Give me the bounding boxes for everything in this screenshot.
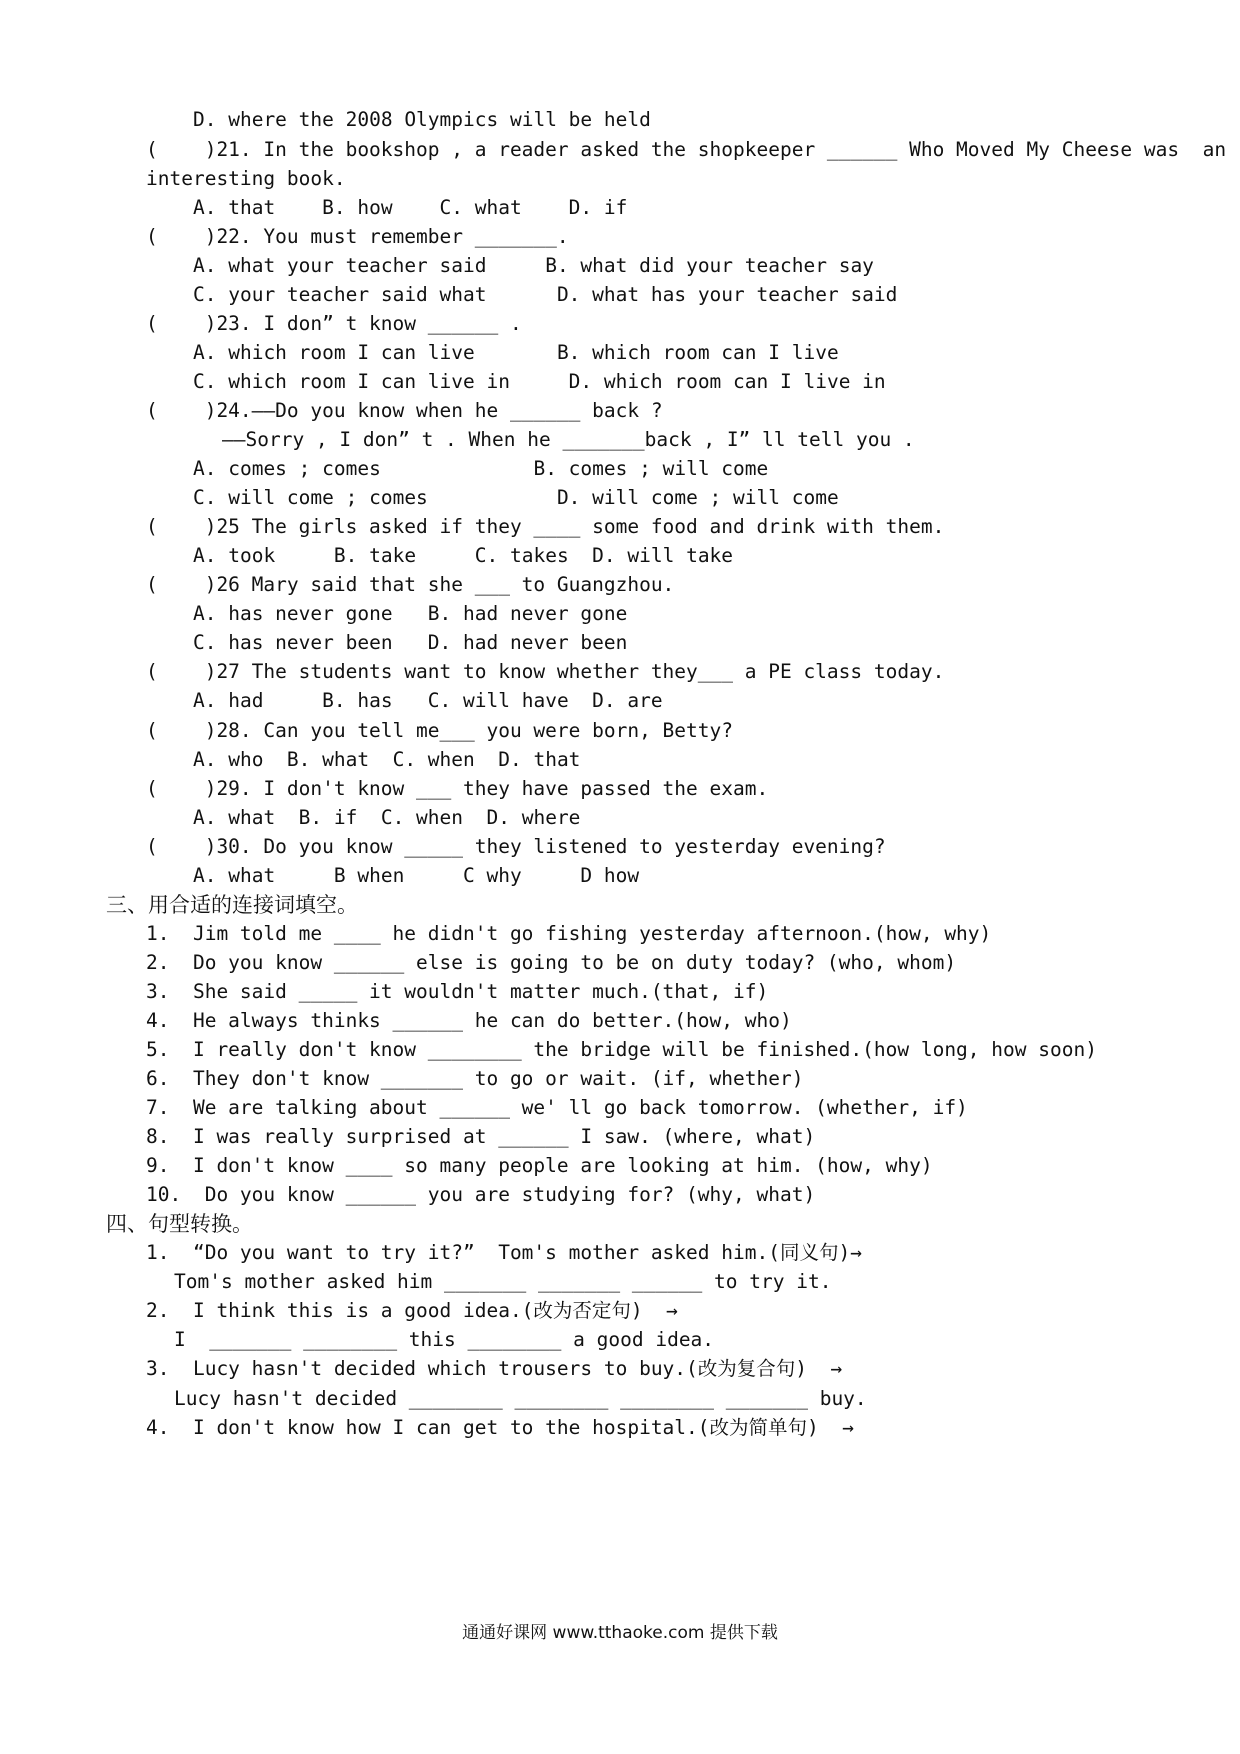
q29-options: A. what B. if C. when D. where bbox=[193, 806, 581, 829]
q27-stem: ( )27 The students want to know whether they___ a PE class today. bbox=[146, 660, 945, 683]
q22-options-cd: C. your teacher said what D. what has your teacher said bbox=[193, 283, 898, 306]
q26-stem: ( )26 Mary said that she ___ to Guangzhou. bbox=[146, 573, 675, 596]
fill-item-1: 1. Jim told me ____ he didn't go fishing yesterday afternoon.(how, why) bbox=[146, 922, 992, 945]
q23-options-ab: A. which room I can live B. which room can I live bbox=[193, 341, 839, 364]
fill-item-10: 10. Do you know ______ you are studying for? (why, what) bbox=[146, 1183, 816, 1206]
transform-item-2-answer: I _______ ________ this ________ a good idea. bbox=[174, 1328, 715, 1351]
transform-item-3-answer: Lucy hasn't decided ________ ________ ________ _______ buy. bbox=[174, 1387, 867, 1410]
q25-options: A. took B. take C. takes D. will take bbox=[193, 544, 734, 567]
fill-item-9: 9. I don't know ____ so many people are looking at him. (how, why) bbox=[146, 1154, 933, 1177]
fill-item-3: 3. She said _____ it wouldn't matter much.(that, if) bbox=[146, 980, 769, 1003]
q28-options: A. who B. what C. when D. that bbox=[193, 748, 581, 771]
transform-item-4: 4. I don't know how I can get to the hospital.(改为简单句) → bbox=[146, 1416, 854, 1439]
q22-stem: ( )22. You must remember _______. bbox=[146, 225, 569, 248]
q26-options-ab: A. has never gone B. had never gone bbox=[193, 602, 628, 625]
fill-item-7: 7. We are talking about ______ we' ll go back tomorrow. (whether, if) bbox=[146, 1096, 968, 1119]
q21-stem-cont: interesting book. bbox=[146, 167, 346, 190]
fill-item-8: 8. I was really surprised at ______ I saw. (where, what) bbox=[146, 1125, 816, 1148]
section-3-heading: 三、用合适的连接词填空。 bbox=[106, 893, 358, 917]
transform-item-2: 2. I think this is a good idea.(改为否定句) → bbox=[146, 1299, 678, 1322]
transform-item-1-answer: Tom's mother asked him _______ _______ ______ to try it. bbox=[174, 1270, 832, 1293]
page-footer: 通通好课网 www.tthaoke.com 提供下载 bbox=[462, 1623, 778, 1643]
q25-stem: ( )25 The girls asked if they ____ some food and drink with them. bbox=[146, 515, 945, 538]
q30-stem: ( )30. Do you know _____ they listened to yesterday evening? bbox=[146, 835, 886, 858]
q21-stem: ( )21. In the bookshop , a reader asked the shopkeeper ______ Who Moved My Cheese was an bbox=[146, 138, 1227, 161]
section-4-heading: 四、句型转换。 bbox=[106, 1212, 253, 1236]
q22-options-ab: A. what your teacher said B. what did your teacher say bbox=[193, 254, 874, 277]
q24-stem: ( )24.——Do you know when he ______ back ? bbox=[146, 399, 663, 422]
fill-item-2: 2. Do you know ______ else is going to be on duty today? (who, whom) bbox=[146, 951, 957, 974]
q24-options-ab: A. comes ; comes B. comes ; will come bbox=[193, 457, 769, 480]
q28-stem: ( )28. Can you tell me___ you were born, Betty? bbox=[146, 719, 733, 742]
fill-item-5: 5. I really don't know ________ the bridge will be finished.(how long, how soon) bbox=[146, 1038, 1097, 1061]
q21-options: A. that B. how C. what D. if bbox=[193, 196, 628, 219]
q27-options: A. had B. has C. will have D. are bbox=[193, 689, 663, 712]
fill-item-6: 6. They don't know _______ to go or wait. (if, whether) bbox=[146, 1067, 804, 1090]
transform-item-3: 3. Lucy hasn't decided which trousers to buy.(改为复合句) → bbox=[146, 1357, 843, 1380]
q29-stem: ( )29. I don't know ___ they have passed the exam. bbox=[146, 777, 769, 800]
q30-options: A. what B when C why D how bbox=[193, 864, 640, 887]
transform-item-1: 1. “Do you want to try it?” Tom's mother asked him.(同义句)→ bbox=[146, 1241, 862, 1264]
q26-options-cd: C. has never been D. had never been bbox=[193, 631, 628, 654]
q24-options-cd: C. will come ; comes D. will come ; will come bbox=[193, 486, 839, 509]
q23-stem: ( )23. I don” t know ______ . bbox=[146, 312, 522, 335]
q20-option-d: D. where the 2008 Olympics will be held bbox=[193, 108, 651, 131]
q23-options-cd: C. which room I can live in D. which room can I live in bbox=[193, 370, 886, 393]
fill-item-4: 4. He always thinks ______ he can do better.(how, who) bbox=[146, 1009, 792, 1032]
q24-dialogue: ——Sorry , I don” t . When he _______back , I” ll tell you . bbox=[222, 428, 915, 451]
